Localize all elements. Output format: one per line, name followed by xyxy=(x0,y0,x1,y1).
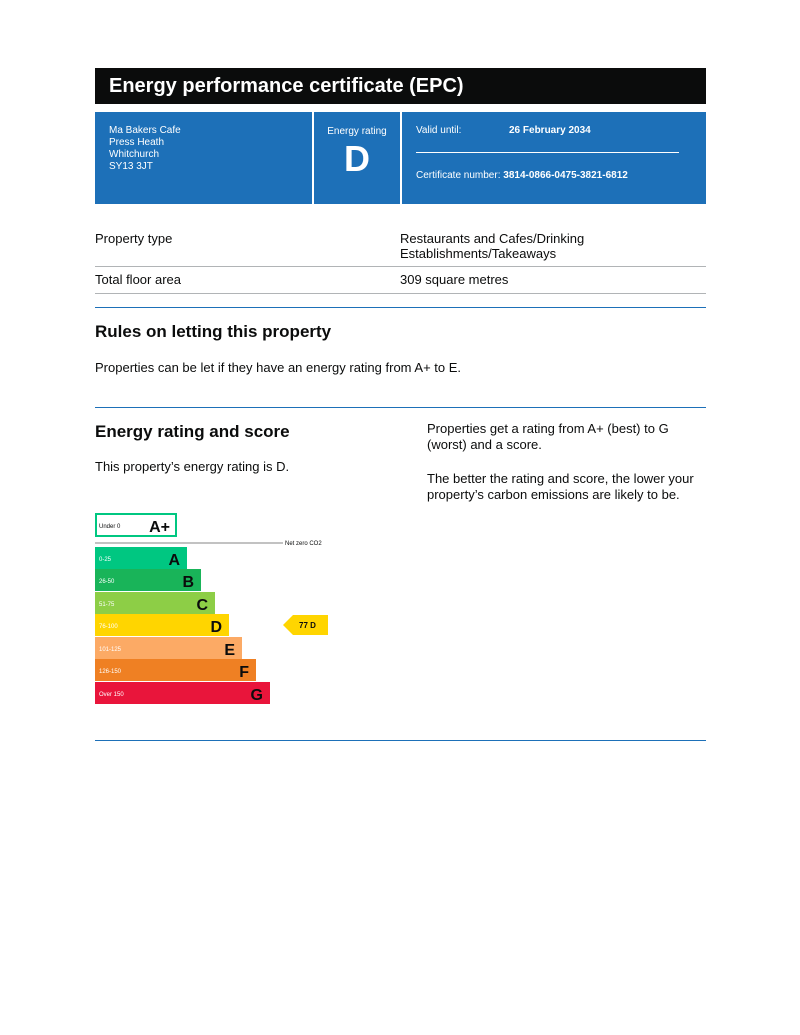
table-row xyxy=(95,267,706,294)
section-divider xyxy=(95,740,706,741)
summary-box xyxy=(95,112,706,204)
address-line: Ma Bakers Cafe xyxy=(109,125,181,136)
floor-area-label: Total floor area xyxy=(95,272,181,287)
energy-rating-value: D xyxy=(344,138,370,179)
rating-section-right xyxy=(427,421,706,503)
floor-area-value: 309 square metres xyxy=(400,272,509,287)
certificate-number-label: Certificate number: xyxy=(416,170,501,181)
address-postcode: SY13 3JT xyxy=(109,161,153,172)
energy-rating-chart xyxy=(95,512,355,712)
epc-band-letter: A+ xyxy=(149,519,170,536)
validity-block xyxy=(402,112,706,204)
epc-band-letter: G xyxy=(250,687,263,704)
epc-band-range: 126-150 xyxy=(99,669,122,675)
valid-until-value: 26 February 2034 xyxy=(509,125,591,136)
epc-page xyxy=(95,68,706,503)
rules-text: Properties can be let if they have an energy rating from A+ to E. xyxy=(95,360,462,375)
epc-band-letter: E xyxy=(224,642,235,659)
current-rating-label: 77 D xyxy=(299,621,316,630)
address-line: Press Heath xyxy=(109,137,165,148)
valid-until-label: Valid until: xyxy=(416,125,462,136)
epc-band-letter: B xyxy=(182,574,194,591)
rating-heading: Energy rating and score xyxy=(95,422,290,441)
address-block xyxy=(95,112,312,204)
certificate-number-value: 3814-0866-0475-3821-6812 xyxy=(503,170,628,181)
epc-band-range: Over 150 xyxy=(99,692,124,698)
address-line: Whitchurch xyxy=(109,149,160,160)
net-zero-label: Net zero CO2 xyxy=(285,541,322,547)
rules-heading: Rules on letting this property xyxy=(95,322,332,341)
property-type-value xyxy=(400,231,706,261)
property-type-line: Restaurants and Cafes/Drinking xyxy=(400,231,585,246)
certificate-number-row xyxy=(416,170,679,181)
rating-section-left xyxy=(95,421,427,503)
epc-band-letter: D xyxy=(210,619,222,636)
energy-rating-chart-svg xyxy=(95,512,355,712)
epc-band-letter: C xyxy=(196,597,208,614)
rating-text: This property’s energy rating is D. xyxy=(95,459,290,474)
epc-band-range: 0-25 xyxy=(99,557,112,563)
energy-rating-block xyxy=(314,112,400,204)
epc-band-range: 76-100 xyxy=(99,624,118,630)
property-table xyxy=(95,231,706,294)
property-type-line: Establishments/Takeaways xyxy=(400,246,557,261)
epc-band-range: 26-50 xyxy=(99,579,115,585)
page-title: Energy performance certificate (EPC) xyxy=(95,68,706,104)
rating-explainer: The better the rating and score, the lower your property’s carbon emissions are likely to be. xyxy=(427,471,694,502)
energy-rating-label: Energy rating xyxy=(327,126,387,137)
valid-until-row xyxy=(416,125,679,136)
epc-band-letter: F xyxy=(239,664,249,681)
section-divider xyxy=(95,307,706,308)
table-row xyxy=(95,231,706,267)
rating-explainer: Properties get a rating from A+ (best) to G (worst) and a score. xyxy=(427,421,669,452)
epc-band-letter: A xyxy=(168,552,180,569)
epc-band-range: 51-75 xyxy=(99,602,115,608)
epc-band-range: Under 0 xyxy=(99,524,121,530)
section-divider xyxy=(95,407,706,408)
rating-section xyxy=(95,421,706,503)
property-type-label: Property type xyxy=(95,231,173,246)
epc-band-range: 101-125 xyxy=(99,647,122,653)
divider xyxy=(416,152,679,153)
